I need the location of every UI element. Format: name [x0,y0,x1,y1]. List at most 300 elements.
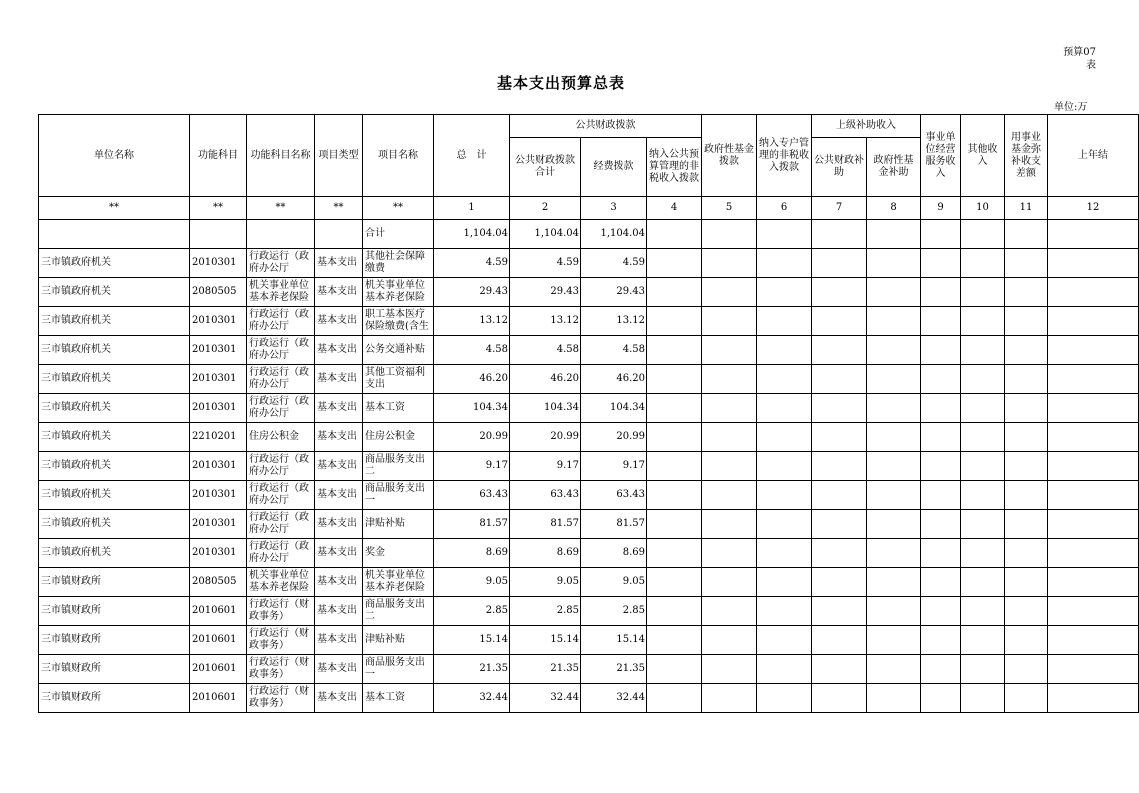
item-name-cell-text: 津贴补贴 [365,518,405,529]
empty-cell [812,597,867,626]
func-code-cell: 2010601 [190,597,247,626]
total-cell: 21.35 [434,655,510,684]
table-row [39,365,1139,394]
func-code-cell: 2010301 [190,510,247,539]
empty-cell [757,278,812,307]
unit-name-cell: 三市镇政府机关 [39,307,190,336]
func-name-cell [247,655,315,684]
empty-cell [961,626,1005,655]
func-name-cell-text: 行政运行（政府办公厅 [249,396,309,419]
item-name-cell [363,452,434,481]
public-total-cell: 104.34 [510,394,581,423]
funding-cell: 2.85 [581,597,647,626]
empty-cell [1005,278,1048,307]
empty-cell [702,626,757,655]
header-func-code: 功能科目 [190,115,247,197]
empty-cell [702,365,757,394]
empty-cell [702,423,757,452]
func-code-cell: 2010601 [190,626,247,655]
unit-name-cell: 三市镇政府机关 [39,365,190,394]
empty-cell [647,365,702,394]
empty-cell [1005,394,1048,423]
item-name-cell [363,655,434,684]
empty-cell [1005,249,1048,278]
index-cell: ** [190,197,247,220]
item-name-cell-text: 公务交通补贴 [365,344,425,355]
item-type-cell: 基本支出 [315,568,363,597]
index-cell: ** [363,197,434,220]
item-type-cell: 基本支出 [315,336,363,365]
item-type-cell: 基本支出 [315,510,363,539]
empty-cell [961,510,1005,539]
empty-cell [1005,568,1048,597]
funding-cell: 21.35 [581,655,647,684]
empty-cell [961,307,1005,336]
unit-name-cell: 三市镇财政所 [39,597,190,626]
public-total-cell: 2.85 [510,597,581,626]
empty-cell [757,249,812,278]
empty-cell [647,394,702,423]
func-name-cell-text: 行政运行（财政事务） [249,657,309,680]
empty-cell [647,307,702,336]
empty-cell [1048,568,1139,597]
index-cell: 2 [510,197,581,220]
table-body [39,249,1139,713]
func-name-cell [247,481,315,510]
func-name-cell [247,307,315,336]
item-type-cell: 基本支出 [315,481,363,510]
empty-cell [1048,510,1139,539]
header-business-income: 事业单位经营服务收入 [921,115,961,197]
empty-cell [1048,655,1139,684]
header-public-finance-total: 公共财政拨款合计 [510,138,581,197]
item-name-cell [363,481,434,510]
table-row [39,626,1139,655]
empty-cell [921,336,961,365]
empty-cell [647,452,702,481]
func-code-cell: 2010301 [190,452,247,481]
empty-cell [757,510,812,539]
func-name-cell [247,278,315,307]
item-name-cell [363,394,434,423]
empty-cell [921,481,961,510]
empty-cell [1005,365,1048,394]
empty-cell [921,655,961,684]
empty-cell [1005,307,1048,336]
empty-cell [961,365,1005,394]
budget-table-container [38,114,1109,713]
item-name-cell [363,684,434,713]
public-total-cell: 8.69 [510,539,581,568]
table-row [39,452,1139,481]
total-unit [39,220,190,249]
item-name-cell-text: 商品服务支出二 [365,599,425,622]
empty-cell [921,394,961,423]
item-name-cell [363,568,434,597]
empty-cell [867,249,921,278]
header-special-account: 纳入专户管理的非税收入拨款 [757,115,812,197]
empty-cell [812,626,867,655]
header-func-name: 功能科目名称 [247,115,315,197]
header-nontax: 纳入公共预算管理的非税收入拨款 [647,138,702,197]
total-funding-value: 1,104.04 [581,220,647,249]
index-cell: 7 [812,197,867,220]
func-code-cell: 2010301 [190,336,247,365]
empty-cell [1048,423,1139,452]
item-type-cell: 基本支出 [315,278,363,307]
empty-cell [961,278,1005,307]
table-row [39,423,1139,452]
item-type-cell: 基本支出 [315,597,363,626]
empty-cell [961,249,1005,278]
header-item-name: 项目名称 [363,115,434,197]
empty-cell [757,597,812,626]
item-type-cell: 基本支出 [315,452,363,481]
empty-cell [867,481,921,510]
func-code-cell: 2210201 [190,423,247,452]
item-name-cell-text: 机关事业单位基本养老保险 [365,570,425,593]
funding-cell: 4.58 [581,336,647,365]
funding-cell: 63.43 [581,481,647,510]
empty-cell [812,568,867,597]
empty-cell [921,539,961,568]
table-number-line2: 表 [1086,60,1096,71]
empty-cell [812,307,867,336]
func-name-cell [247,539,315,568]
empty-cell [1005,655,1048,684]
funding-cell: 32.44 [581,684,647,713]
empty-cell [921,597,961,626]
empty-cell [702,336,757,365]
empty-cell [812,249,867,278]
func-name-cell [247,626,315,655]
empty-cell [702,684,757,713]
total-cell: 63.43 [434,481,510,510]
public-total-cell: 46.20 [510,365,581,394]
func-name-cell [247,423,315,452]
item-type-cell: 基本支出 [315,394,363,423]
empty-cell [867,307,921,336]
empty-cell [1005,597,1048,626]
total-cell: 8.69 [434,539,510,568]
item-type-cell: 基本支出 [315,365,363,394]
func-code-cell: 2080505 [190,568,247,597]
header-funding: 经费拨款 [581,138,647,197]
func-name-cell [247,249,315,278]
empty-cell [812,336,867,365]
item-name-cell [363,365,434,394]
empty-cell [757,365,812,394]
public-total-cell: 21.35 [510,655,581,684]
empty-cell [647,684,702,713]
header-upper-subsidy: 上级补助收入 [812,115,921,138]
item-type-cell: 基本支出 [315,626,363,655]
total-cell: 9.17 [434,452,510,481]
total-value: 1,104.04 [434,220,510,249]
empty-cell [867,510,921,539]
func-name-cell [247,510,315,539]
empty-cell [647,481,702,510]
item-name-cell-text: 商品服务支出一 [365,657,425,680]
index-cell: ** [39,197,190,220]
empty-cell [1048,481,1139,510]
total-cell: 15.14 [434,626,510,655]
unit-name-cell: 三市镇政府机关 [39,394,190,423]
public-total-cell: 81.57 [510,510,581,539]
table-number [1036,46,1096,72]
table-row [39,568,1139,597]
header-fund-balance: 用事业基金弥补收支差额 [1005,115,1048,197]
func-name-cell-text: 行政运行（财政事务） [249,599,309,622]
item-name-cell-text: 商品服务支出一 [365,483,425,506]
empty-cell [1048,249,1139,278]
item-type-cell: 基本支出 [315,539,363,568]
func-name-cell [247,597,315,626]
func-name-cell-text: 行政运行（政府办公厅 [249,309,309,332]
index-cell: ** [315,197,363,220]
unit-name-cell: 三市镇政府机关 [39,423,190,452]
empty-cell [757,307,812,336]
empty-cell [812,452,867,481]
table-row [39,481,1139,510]
table-row [39,597,1139,626]
item-name-cell-text: 基本工资 [365,692,405,703]
total-label: 合计 [363,220,434,249]
empty-cell [757,568,812,597]
item-name-cell-text: 其他社会保障缴费 [365,251,425,274]
empty-cell [867,278,921,307]
table-row [39,249,1139,278]
funding-cell: 13.12 [581,307,647,336]
item-name-cell-text: 奖金 [365,547,385,558]
empty-cell [702,307,757,336]
index-cell: ** [247,197,315,220]
empty-cell [1005,452,1048,481]
empty-cell [1005,626,1048,655]
empty-cell [1048,307,1139,336]
empty-cell [921,307,961,336]
public-total-cell: 9.05 [510,568,581,597]
empty-cell [647,336,702,365]
total-cell: 81.57 [434,510,510,539]
index-cell: 9 [921,197,961,220]
empty-cell [647,597,702,626]
item-type-cell: 基本支出 [315,307,363,336]
public-total-cell: 63.43 [510,481,581,510]
func-name-cell [247,568,315,597]
public-total-cell: 32.44 [510,684,581,713]
func-name-cell [247,684,315,713]
public-total-cell: 9.17 [510,452,581,481]
header-gov-fund: 政府性基金拨款 [702,115,757,197]
total-cell: 4.58 [434,336,510,365]
public-total-cell: 4.59 [510,249,581,278]
empty-cell [757,394,812,423]
empty-cell [961,597,1005,626]
empty-cell [867,626,921,655]
funding-cell: 81.57 [581,510,647,539]
unit-name-cell: 三市镇财政所 [39,626,190,655]
unit-name-cell: 三市镇政府机关 [39,452,190,481]
empty-cell [647,539,702,568]
total-code [190,220,247,249]
empty-cell [757,655,812,684]
func-name-cell-text: 行政运行（政府办公厅 [249,454,309,477]
public-total-cell: 29.43 [510,278,581,307]
item-type-cell: 基本支出 [315,655,363,684]
func-name-cell-text: 住房公积金 [249,431,299,442]
func-name-cell-text: 行政运行（政府办公厅 [249,251,309,274]
empty-cell [647,655,702,684]
total-cell: 20.99 [434,423,510,452]
empty-cell [1048,278,1139,307]
func-code-cell: 2080505 [190,278,247,307]
func-code-cell: 2010601 [190,684,247,713]
funding-cell: 8.69 [581,539,647,568]
empty-cell [867,336,921,365]
funding-cell: 104.34 [581,394,647,423]
total-cell: 32.44 [434,684,510,713]
item-name-cell-text: 商品服务支出二 [365,454,425,477]
empty-cell [702,597,757,626]
empty-cell [702,394,757,423]
item-name-cell [363,307,434,336]
funding-cell: 15.14 [581,626,647,655]
index-cell: 1 [434,197,510,220]
empty-cell [867,655,921,684]
empty-cell [867,684,921,713]
funding-cell: 20.99 [581,423,647,452]
empty-cell [757,423,812,452]
item-name-cell [363,278,434,307]
funding-cell: 9.05 [581,568,647,597]
funding-cell: 4.59 [581,249,647,278]
item-name-cell [363,626,434,655]
unit-name-cell: 三市镇财政所 [39,684,190,713]
budget-table [38,114,1139,713]
func-name-cell-text: 行政运行（政府办公厅 [249,338,309,361]
empty-cell [867,452,921,481]
item-name-cell [363,539,434,568]
empty-cell [1048,336,1139,365]
empty-cell [702,510,757,539]
table-row [39,684,1139,713]
table-row [39,307,1139,336]
empty-cell [647,423,702,452]
func-name-cell-text: 行政运行（政府办公厅 [249,512,309,535]
empty-cell [921,568,961,597]
total-cell: 29.43 [434,278,510,307]
empty-cell [757,684,812,713]
unit-name-cell: 三市镇政府机关 [39,539,190,568]
empty-cell [921,684,961,713]
table-row [39,655,1139,684]
empty-cell [702,249,757,278]
header-item-type: 项目类型 [315,115,363,197]
item-type-cell: 基本支出 [315,684,363,713]
total-cell: 104.34 [434,394,510,423]
empty-cell [812,423,867,452]
empty-cell [867,568,921,597]
index-cell: 6 [757,197,812,220]
empty-cell [961,423,1005,452]
empty-cell [1005,481,1048,510]
total-cell: 4.59 [434,249,510,278]
item-name-cell-text: 机关事业单位基本养老保险 [365,280,425,303]
empty-cell [757,452,812,481]
func-name-cell-text: 行政运行（政府办公厅 [249,367,309,390]
page-title: 基本支出预算总表 [496,74,625,92]
item-name-cell-text: 津贴补贴 [365,634,405,645]
func-name-cell-text: 机关事业单位基本养老保险 [249,570,309,593]
index-cell: 12 [1048,197,1139,220]
empty-cell [812,365,867,394]
empty-cell [961,568,1005,597]
empty-cell [812,539,867,568]
table-row [39,278,1139,307]
funding-cell: 46.20 [581,365,647,394]
index-cell: 10 [961,197,1005,220]
func-code-cell: 2010301 [190,307,247,336]
empty-cell [702,655,757,684]
unit-name-cell: 三市镇财政所 [39,655,190,684]
header-upper-public: 公共财政补助 [812,138,867,197]
index-row [39,197,1139,220]
empty-cell [757,481,812,510]
item-name-cell-text: 职工基本医疗保险缴费(含生 [365,309,429,332]
empty-cell [647,626,702,655]
empty-cell [647,278,702,307]
empty-cell [812,394,867,423]
empty-cell [921,249,961,278]
func-code-cell: 2010301 [190,365,247,394]
empty-cell [1048,684,1139,713]
item-name-cell [363,597,434,626]
unit-name-cell: 三市镇政府机关 [39,336,190,365]
table-row [39,394,1139,423]
header-last-year: 上年结 [1048,115,1139,197]
header-unit-name: 单位名称 [39,115,190,197]
empty-cell [757,626,812,655]
item-name-cell [363,510,434,539]
empty-cell [961,452,1005,481]
empty-cell [921,510,961,539]
total-cell: 46.20 [434,365,510,394]
func-code-cell: 2010301 [190,481,247,510]
item-name-cell-text: 住房公积金 [365,431,415,442]
empty-cell [961,481,1005,510]
empty-cell [1005,423,1048,452]
item-name-cell-text: 基本工资 [365,402,405,413]
empty-cell [1048,394,1139,423]
empty-cell [702,568,757,597]
empty-cell [867,423,921,452]
total-cell: 2.85 [434,597,510,626]
item-name-cell [363,423,434,452]
unit-label: 单位:万 [1054,102,1088,113]
empty-cell [647,568,702,597]
func-name-cell-text: 行政运行（政府办公厅 [249,541,309,564]
func-name-cell [247,365,315,394]
empty-cell [1005,539,1048,568]
empty-cell [961,684,1005,713]
table-number-line1: 预算07 [1063,47,1096,58]
empty-cell [702,278,757,307]
index-cell: 11 [1005,197,1048,220]
index-cell: 3 [581,197,647,220]
empty-cell [1048,539,1139,568]
empty-cell [961,539,1005,568]
